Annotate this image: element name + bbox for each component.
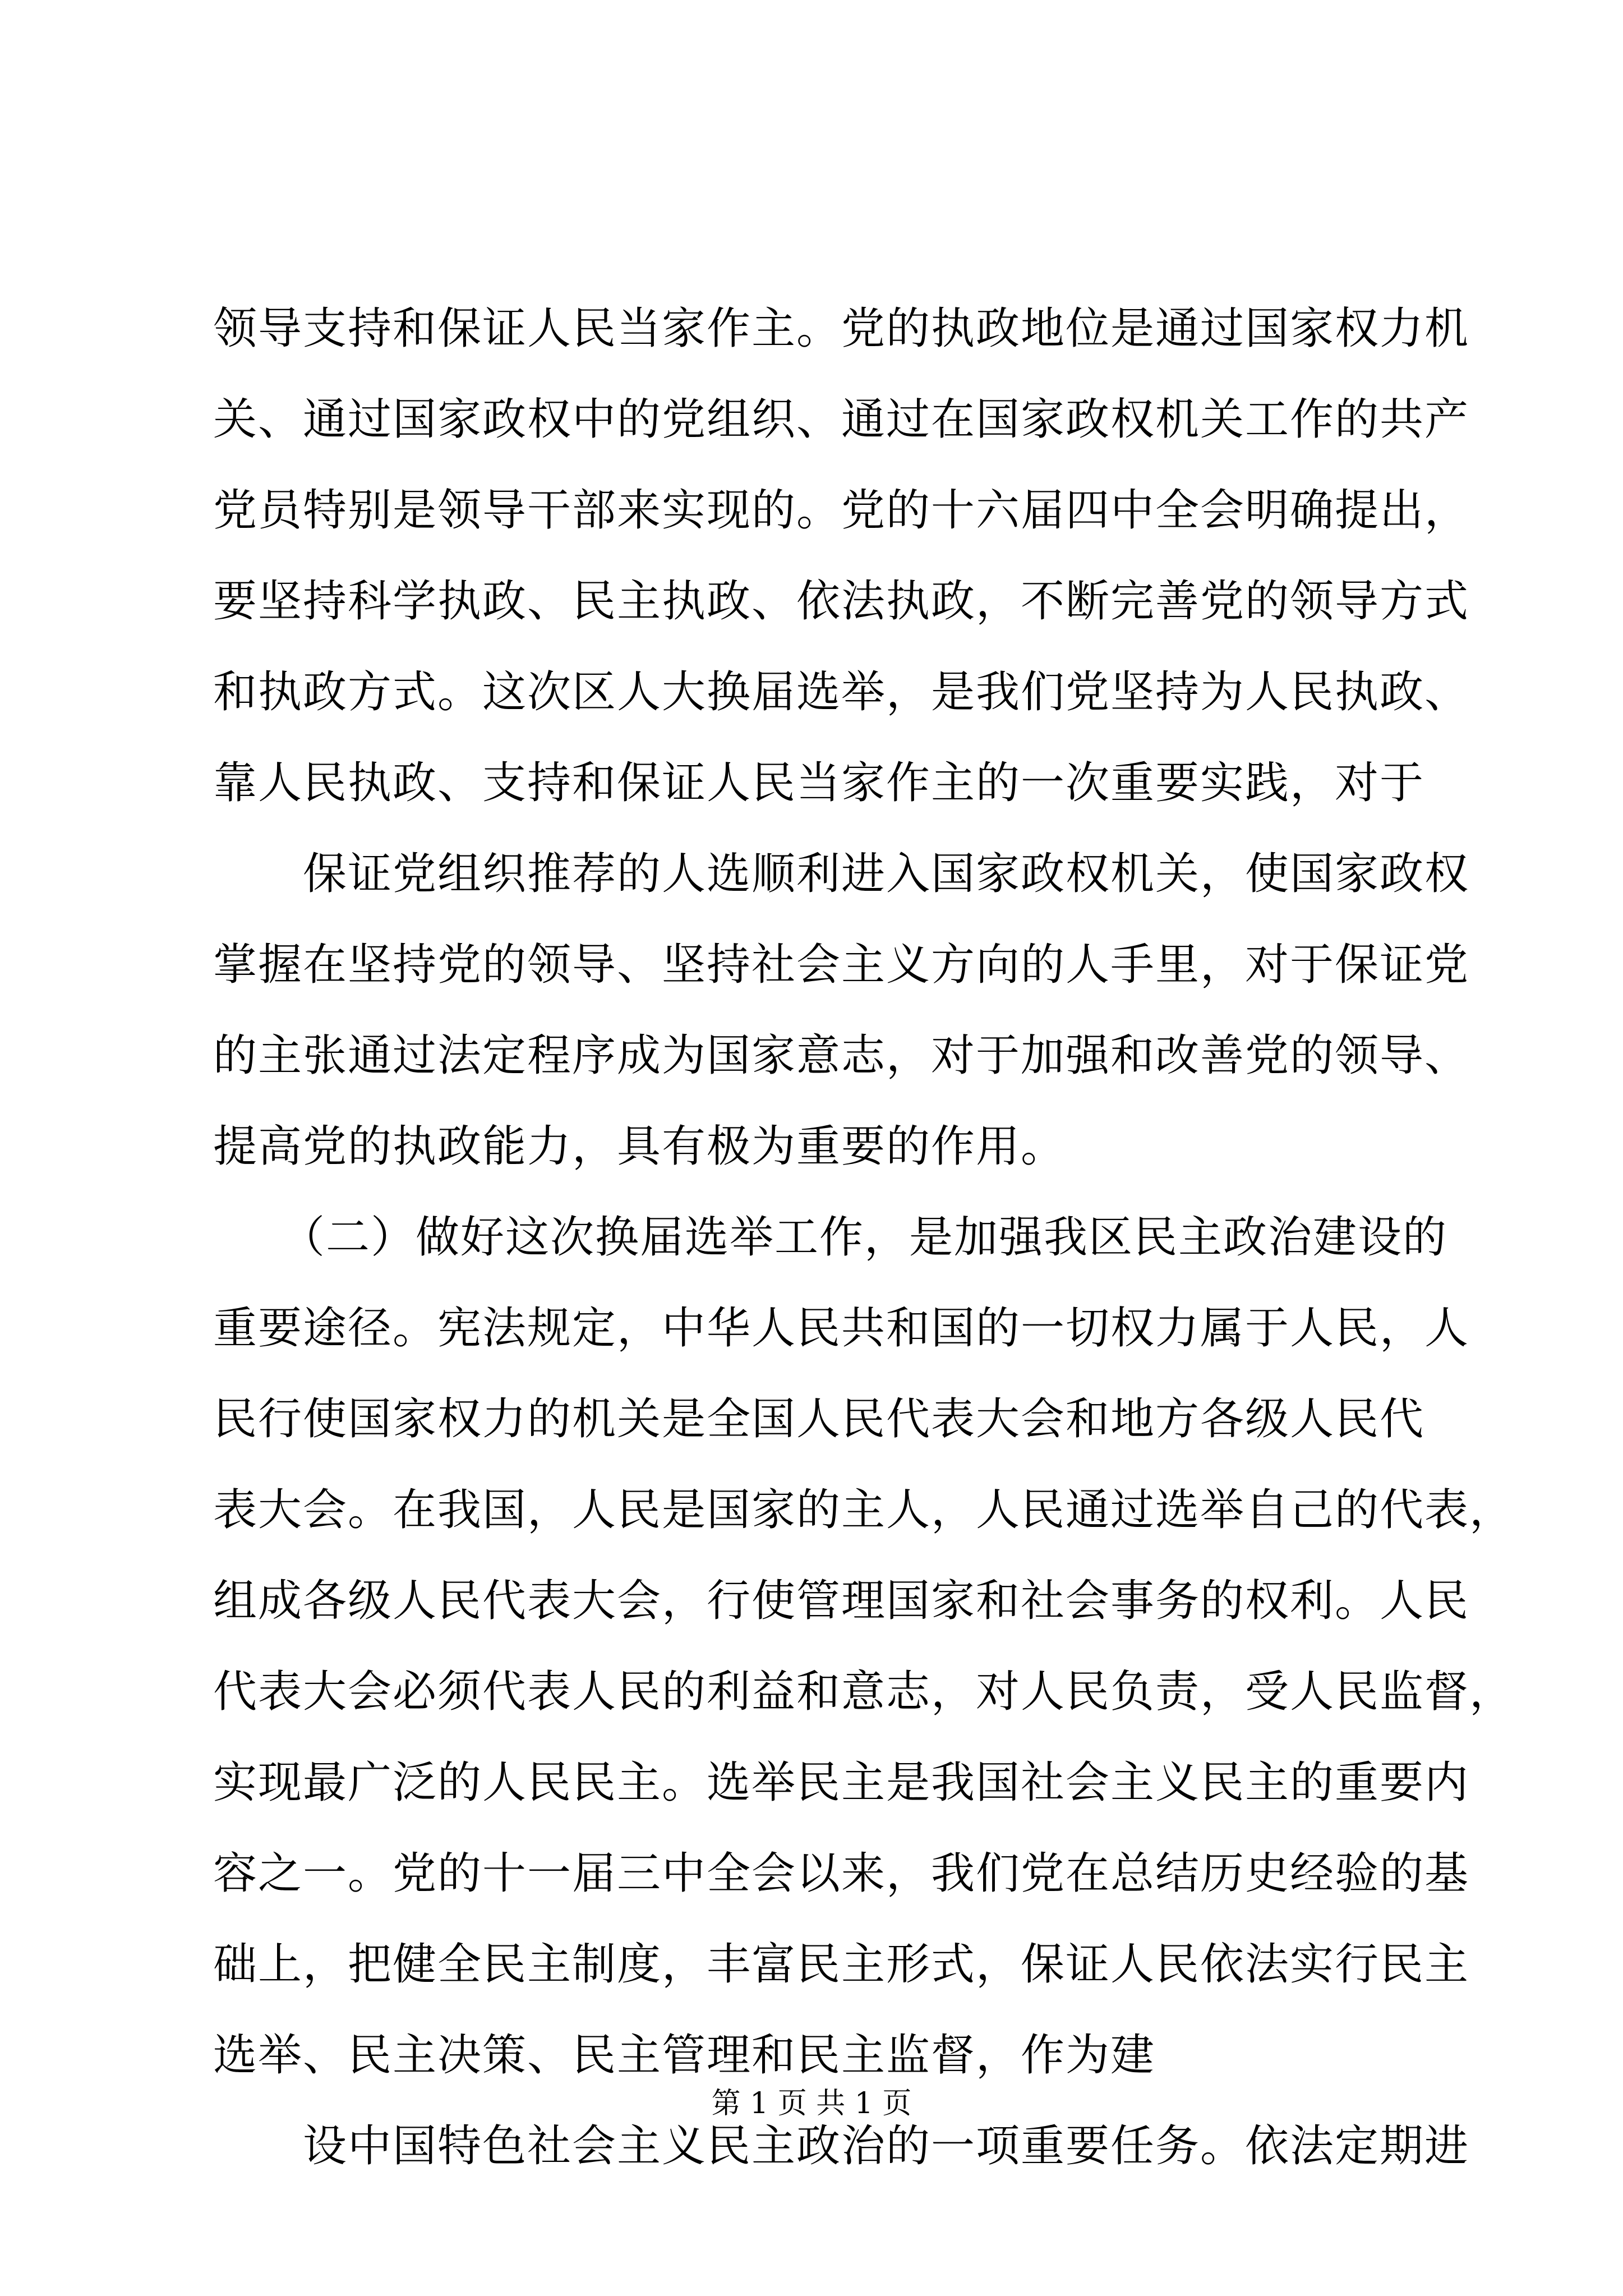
text-line: 容之一。党的十一届三中全会以来，我们党在总结历史经验的基 [213, 1848, 1470, 1899]
text-line: 领导支持和保证人民当家作主。党的执政地位是通过国家权力机 [213, 303, 1470, 354]
text-line: 设中国特色社会主义民主政治的一项重要任务。依法定期进 [213, 2121, 1470, 2171]
text-line: 靠人民执政、支持和保证人民当家作主的一次重要实践，对于 [213, 758, 1425, 808]
text-line: 表大会。在我国，人民是国家的主人，人民通过选举自己的代表， [213, 1485, 1515, 1535]
text-line: 掌握在坚持党的领导、坚持社会主义方向的人手里，对于保证党 [213, 940, 1470, 990]
text-line: 提高党的执政能力，具有极为重要的作用。 [213, 1121, 1066, 1172]
page-number-footer: 第 1 页 共 1 页 [711, 2087, 912, 2120]
text-line: 保证党组织推荐的人选顺利进入国家政权机关，使国家政权 [213, 849, 1470, 899]
text-line: 的主张通过法定程序成为国家意志，对于加强和改善党的领导、 [213, 1030, 1470, 1081]
text-line: 组成各级人民代表大会，行使管理国家和社会事务的权利。人民 [213, 1576, 1470, 1626]
text-line: 要坚持科学执政、民主执政、依法执政，不断完善党的领导方式 [213, 576, 1470, 627]
body-text [213, 283, 1515, 2192]
text-line: （二）做好这次换届选举工作，是加强我区民主政治建设的 [213, 1212, 1448, 1263]
text-line: 民行使国家权力的机关是全国人民代表大会和地方各级人民代 [213, 1394, 1425, 1444]
text-line: 代表大会必须代表人民的利益和意志，对人民负责，受人民监督， [213, 1667, 1515, 1717]
text-line: 实现最广泛的人民民主。选举民主是我国社会主义民主的重要内 [213, 1757, 1470, 1808]
text-line: 和执政方式。这次区人大换届选举，是我们党坚持为人民执政、 [213, 667, 1470, 717]
text-line: 选举、民主决策、民主管理和民主监督，作为建 [213, 2030, 1156, 2081]
text-line: 重要途径。宪法规定，中华人民共和国的一切权力属于人民，人 [213, 1303, 1470, 1354]
text-line: 础上，把健全民主制度，丰富民主形式，保证人民依法实行民主 [213, 1939, 1470, 1990]
text-line: 党员特别是领导干部来实现的。党的十六届四中全会明确提出， [213, 485, 1470, 536]
text-line: 关、通过国家政权中的党组织、通过在国家政权机关工作的共产 [213, 394, 1470, 445]
